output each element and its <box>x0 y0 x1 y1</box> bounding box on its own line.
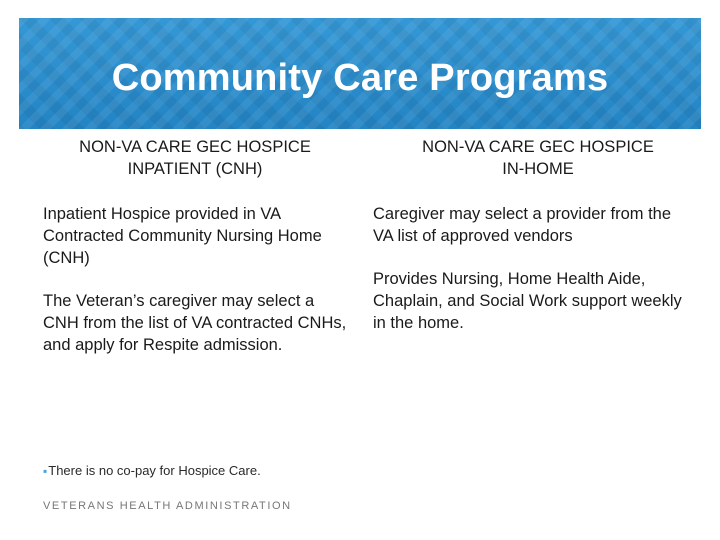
right-paragraph-provider: Caregiver may select a provider from the VA list of approved vendors <box>373 205 672 245</box>
left-column-heading <box>30 136 360 180</box>
left-heading-line1: NON-VA CARE GEC HOSPICE <box>79 138 311 156</box>
left-paragraph-caregiver: The Veteran’s caregiver may select a CNH from the list of VA contracted CNHs, and apply for Respite admission. <box>43 292 347 354</box>
right-column-heading <box>368 136 708 180</box>
left-heading-line2: INPATIENT (CNH) <box>127 160 263 178</box>
right-heading-line2: IN-HOME <box>502 160 574 178</box>
slide-title: Community Care Programs <box>111 57 609 99</box>
bullet-icon: ▪ <box>43 464 48 478</box>
right-heading-line1: NON-VA CARE GEC HOSPICE <box>422 138 654 156</box>
left-paragraph-inpatient: Inpatient Hospice provided in VA Contracted Community Nursing Home (CNH) <box>43 205 322 267</box>
right-paragraph-services: Provides Nursing, Home Health Aide, Chaplain, and Social Work support weekly in the home. <box>373 270 682 332</box>
copay-note-text: There is no co-pay for Hospice Care. <box>48 463 261 478</box>
copay-note <box>43 462 261 480</box>
footer-organization: VETERANS HEALTH ADMINISTRATION <box>43 500 292 512</box>
